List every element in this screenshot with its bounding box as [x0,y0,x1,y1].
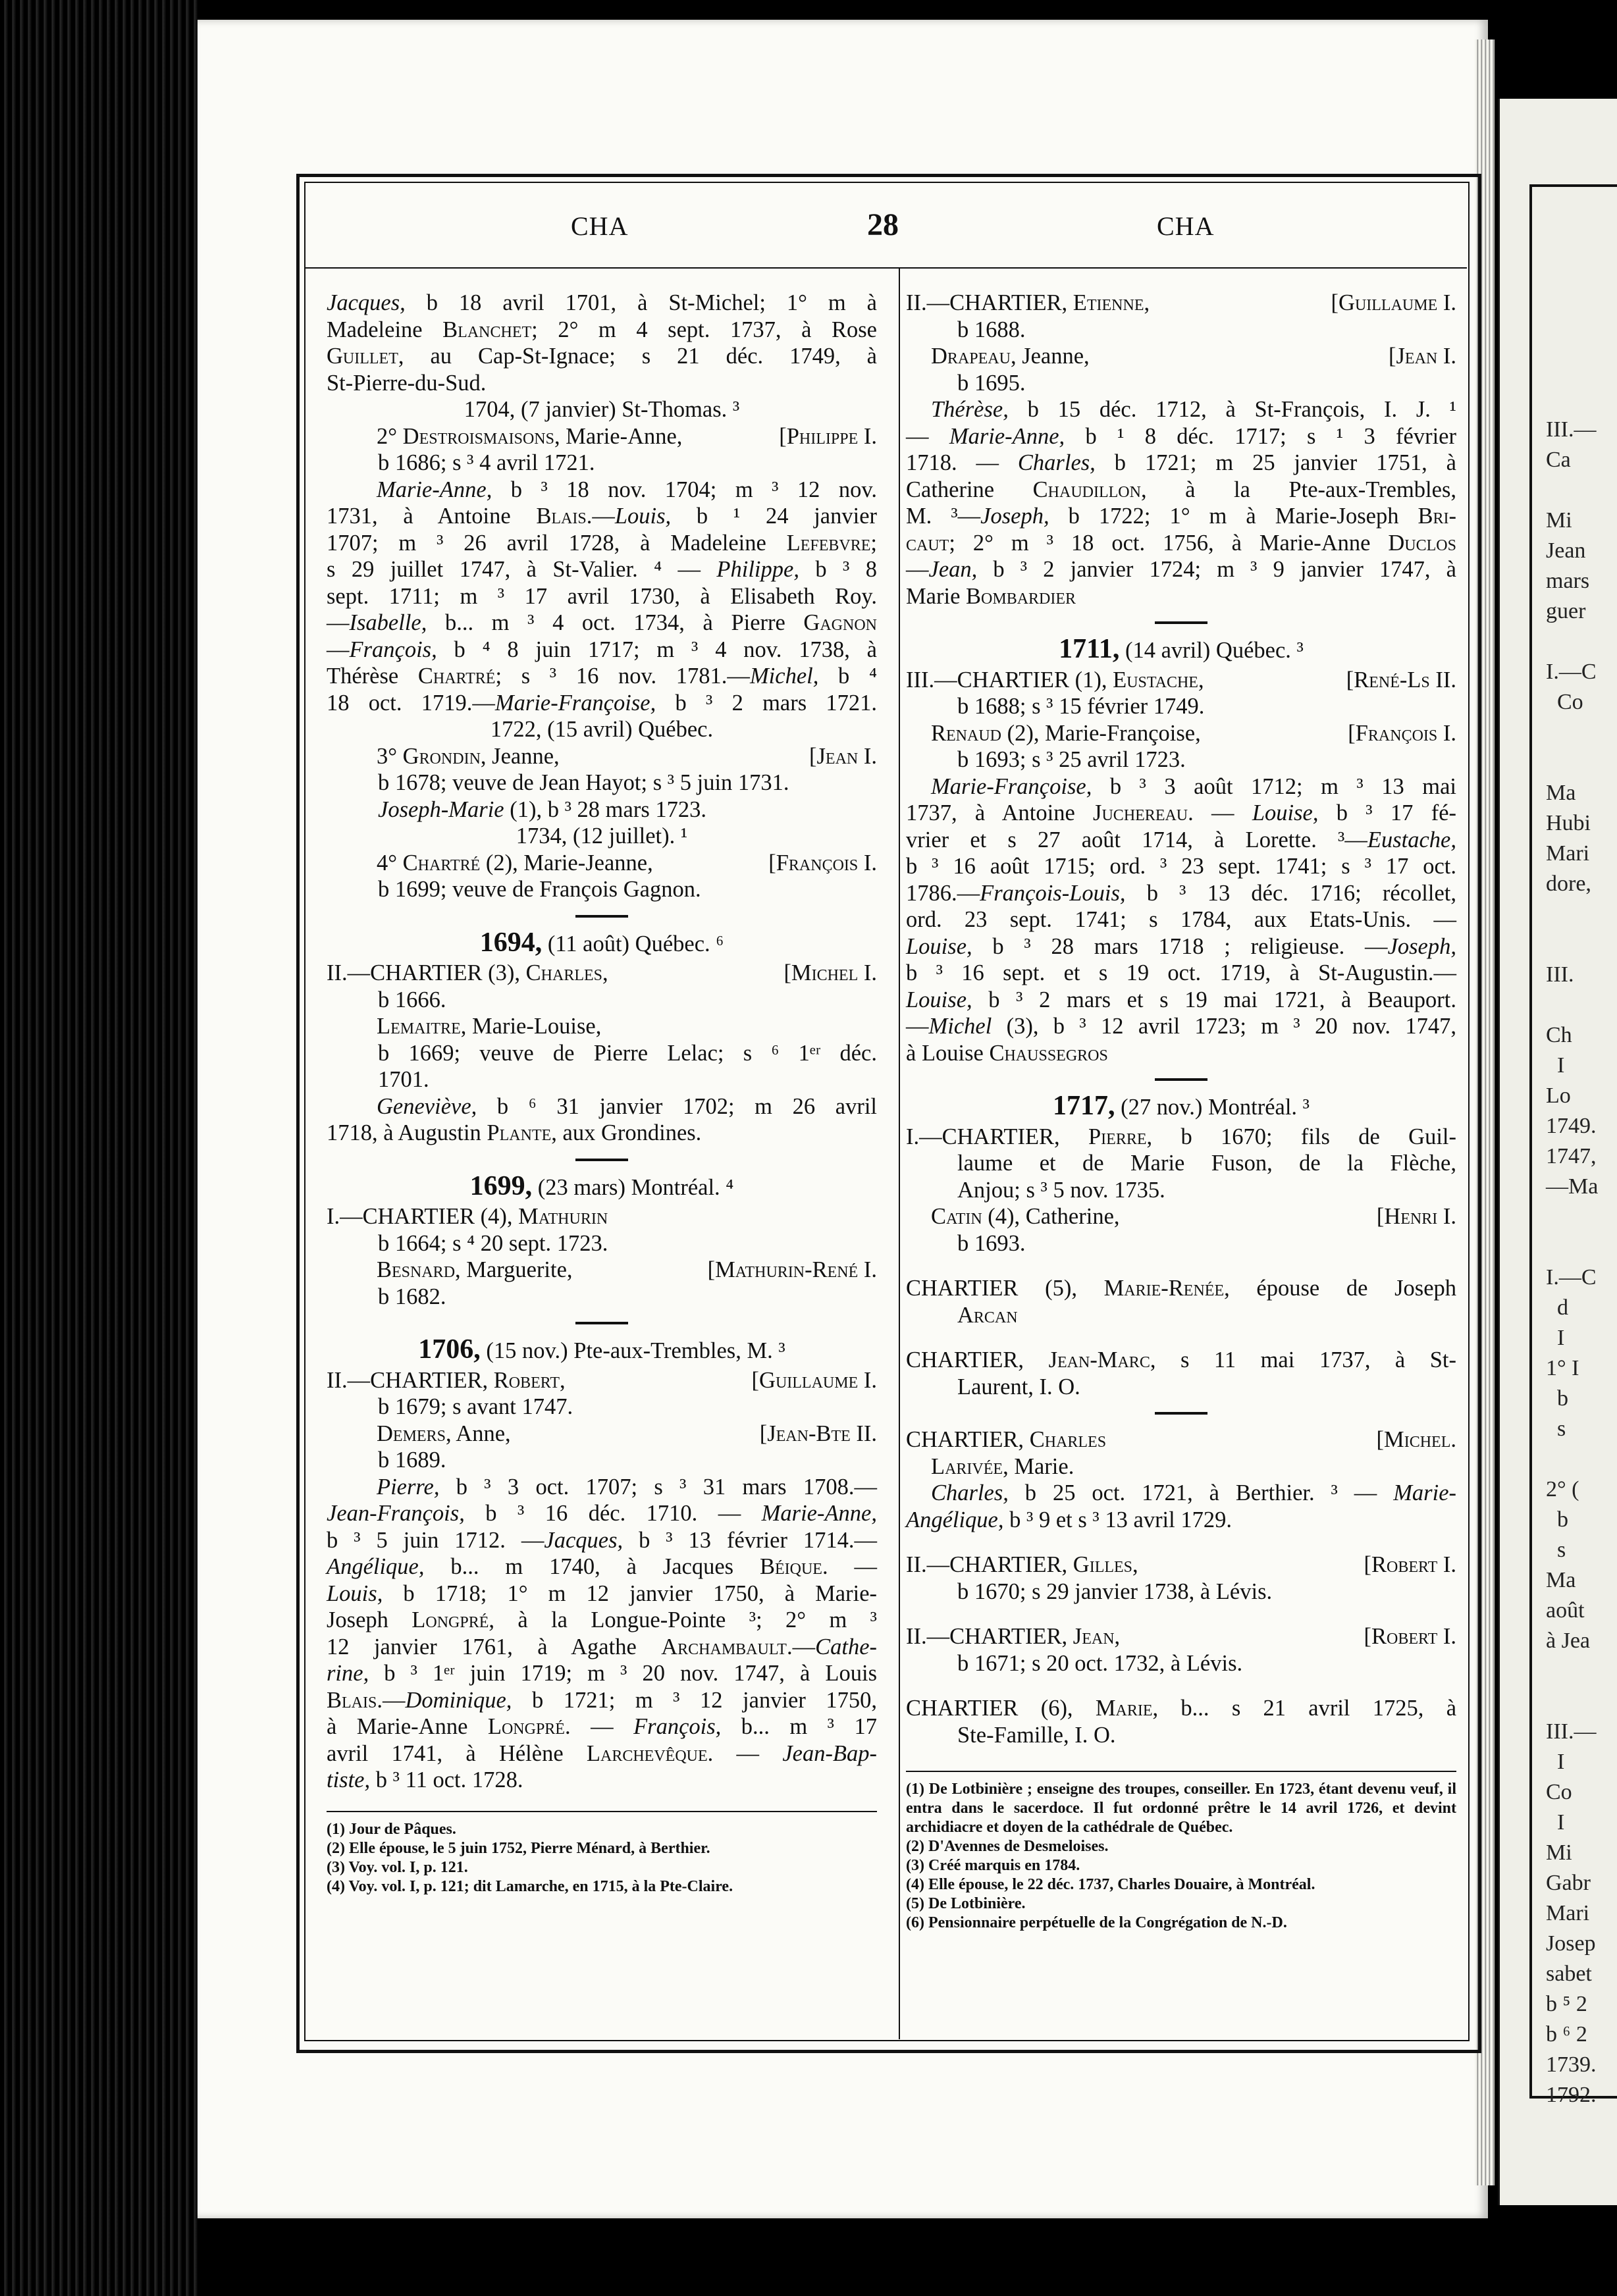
text-line: Blais.—Dominique, b 1721; m ³ 12 janvier 1750, [327,1687,877,1713]
text-line: 1737, à Antoine Juchereau. — Louise, b ³ 17 fé- [906,800,1457,825]
entry-robert-1706 [327,1336,877,1794]
text-line: tiste, b ³ 11 oct. 1728. [327,1767,523,1792]
spouse-heading: Demers, Anne, [Jean-Bte II. [377,1421,877,1446]
column-divider [899,269,900,2039]
year-heading: 1717, (27 nov.) Montréal. ³ [1052,1091,1310,1121]
text-line: b 1666. [378,987,446,1012]
text-line: s 29 juillet 1747, à St-Valier. ⁴ — Philippe, b ³ 8 [327,557,877,582]
text-line: Pierre, b ³ 3 oct. 1707; s ³ 31 mars 1708.— [377,1474,877,1500]
text-line: b 1671; s 20 oct. 1732, à Lévis. [957,1650,1243,1676]
year-heading: 1711, (14 avril) Québec. ³ [1059,634,1304,664]
text-line: 1718. — Charles, b 1721; m 25 janvier 1751, à [906,450,1456,475]
entry-continuation [327,290,877,903]
footnote: (3) Créé marquis en 1784. [906,1857,1080,1874]
text-line: Angélique, b ³ 9 et s ³ 13 avril 1729. [906,1507,1232,1532]
person-heading: III.—CHARTIER (1), Eustache, [René-Ls II. [906,667,1456,692]
text-line: b ³ 16 sept. et s 19 oct. 1719, à St-Augustin.— [906,960,1456,985]
person-heading: CHARTIER, Jean-Marc, s 11 mai 1737, à St- [906,1347,1457,1372]
text-line: b 1678; veuve de Jean Hayot; s ³ 5 juin 1731. [378,770,789,795]
text-line: Joseph Longpré, à la Longue-Pointe ³; 2° m ³ [327,1607,877,1632]
separator-rule [575,915,628,918]
entry-eustache-1711 [906,636,1456,1066]
footnote: (4) Voy. vol. I, p. 121; dit Lamarche, en 1715, à la Pte-Claire. [327,1877,733,1895]
text-line: 18 oct. 1719.—Marie-Françoise, b ³ 2 mars 1721. [327,690,878,716]
year-heading: 1706, (15 nov.) Pte-aux-Trembles, M. ³ [418,1334,785,1365]
text-line: St-Pierre-du-Sud. [327,370,487,396]
adjacent-page [1498,99,1617,2205]
footnote: (6) Pensionnaire perpétuelle de la Congrégation de N.-D. [906,1914,1287,1931]
footnotes-left [327,1820,877,1896]
text-line: rine, b ³ 1ᵉʳ juin 1719; m ³ 20 nov. 1747, à Louis [327,1661,877,1686]
text-line: b 1669; veuve de Pierre Lelac; s ⁶ 1ᵉʳ déc. [378,1040,877,1066]
entry-jean-marc [906,1347,1456,1400]
text-line: b 1670; s 29 janvier 1738, à Lévis. [957,1578,1273,1604]
footnote: (2) D'Avennes de Desmeloises. [906,1838,1109,1855]
left-column [327,290,877,1896]
text-line: Geneviève, b ⁶ 31 janvier 1702; m 26 avril [377,1093,877,1119]
text-line: b 1688. [957,317,1026,342]
text-line: Louise, b ³ 28 mars 1718 ; religieuse. —Joseph, [906,933,1456,959]
footnote: (3) Voy. vol. I, p. 121. [327,1858,468,1876]
spouse-heading: Besnard, Marguerite, [Mathurin-René I. [377,1257,877,1282]
text-line: Marie Bombardier [906,583,1076,609]
text-line: Angélique, b... m 1740, à Jacques Béique. — [327,1554,877,1579]
entry-marie [906,1695,1456,1748]
text-line: b 1693; s ³ 25 avril 1723. [957,747,1186,772]
person-heading: II.—CHARTIER, Gilles, [Robert I. [906,1552,1456,1577]
header-right: CHA [1157,211,1215,241]
text-line: Laurent, I. O. [957,1374,1080,1399]
footnote: (4) Elle épouse, le 22 déc. 1737, Charles Douaire, à Montréal. [906,1876,1315,1893]
adjacent-page-text: III.— Ca Mi Jean mars guer I.—C Co Ma Hubi Mari dore, III. Ch I Lo 1749. 1747, —Ma I.—C d I 1° I b s 2° ( b s Ma août à Jea III.— I Co I Mi Gabr Mari Josep sabet b ⁵ 2 b ⁶ 2 1739. 1792. [1546,417,1599,2107]
text-line: à Louise Chaussegros [906,1040,1108,1066]
footnote: (1) Jour de Pâques. [327,1820,456,1838]
entry-marie-renee [906,1275,1456,1328]
text-line: —François, b ⁴ 8 juin 1717; m ³ 4 nov. 1738, à [327,637,877,662]
text-line: Madeleine Blanchet; 2° m 4 sept. 1737, à Rose [327,317,877,342]
text-line: Jean-François, b ³ 16 déc. 1710. — Marie-Anne, [327,1501,877,1526]
spouse-heading: 2° Destroismaisons, Marie-Anne, [Philippe I. [377,423,877,449]
entry-mathurin-1699 [327,1170,877,1311]
text-line: Louis, b 1718; 1° m 12 janvier 1750, à Marie- [327,1580,877,1606]
entry-etienne [906,290,1456,610]
person-heading: I.—CHARTIER, Pierre, b 1670; fils de Guil- [906,1124,1456,1149]
spouse-heading: Larivée, Marie. [931,1453,1074,1479]
text-line: Marie-Anne, b ³ 18 nov. 1704; m ³ 12 nov. [377,477,877,502]
text-line: Anjou; s ³ 5 nov. 1735. [957,1177,1165,1203]
spouse-heading: Catin (4), Catherine, [Henri I. [931,1204,1456,1229]
text-line: b ³ 5 juin 1712. —Jacques, b ³ 13 février 1714.— [327,1527,877,1553]
text-line: laume et de Marie Fuson, de la Flèche, [957,1151,1456,1176]
text-line: ord. 23 sept. 1741; s 1784, aux Etats-Unis. — [906,907,1456,932]
person-heading: CHARTIER (5), Marie-Renée, épouse de Joseph [906,1276,1457,1301]
entry-gilles [906,1552,1456,1605]
entry-pierre-1717 [906,1093,1456,1257]
text-line: —Isabelle, b... m ³ 4 oct. 1734, à Pierre Gagnon [327,610,877,635]
spouse-heading: 3° Grondin, Jeanne, [Jean I. [377,743,877,769]
text-line: 1707; m ³ 26 avril 1728, à Madeleine Lefebvre; [327,530,877,556]
text-line: b 1686; s ³ 4 avril 1721. [378,450,595,475]
text-line: 1786.—François-Louis, b ³ 13 déc. 1716; récollet, [906,880,1456,906]
text-line: b 1664; s ⁴ 20 sept. 1723. [378,1230,608,1256]
marriage-date: 1704, (7 janvier) St-Thomas. ³ [464,397,740,422]
text-line: Joseph-Marie (1), b ³ 28 mars 1723. [378,796,706,822]
page-number: 28 [867,207,899,242]
text-line: sept. 1711; m ³ 17 avril 1730, à Elisabeth Roy. [327,583,877,609]
text-line: Thérèse Chartré; s ³ 16 nov. 1781.—Michel, b ⁴ [327,664,877,689]
footnotes-right [906,1780,1456,1933]
separator-rule [1155,1078,1207,1081]
person-heading: II.—CHARTIER, Robert, [Guillaume I. [327,1367,877,1393]
person-heading: II.—CHARTIER (3), Charles, [Michel I. [327,960,877,985]
text-line: Catherine Chaudillon, à la Pte-aux-Trembles, [906,477,1456,502]
text-line: Arcan [957,1302,1018,1328]
text-line: 1718, à Augustin Plante, aux Grondines. [327,1120,702,1145]
separator-rule [1155,1412,1207,1415]
text-line: M. ³—Joseph, b 1722; 1° m à Marie-Joseph Bri- [906,504,1456,529]
text-line: — Marie-Anne, b ¹ 8 déc. 1717; s ¹ 3 février [906,423,1456,449]
year-heading: 1699, (23 mars) Montréal. ⁴ [469,1170,734,1201]
text-line: vrier et s 27 août 1714, à Lorette. ³—Eustache, [906,827,1456,852]
marriage-date: 1734, (12 juillet). ¹ [516,823,688,848]
text-line: —Jean, b ³ 2 janvier 1724; m ³ 9 janvier 1747, à [906,557,1456,582]
footnote-rule [906,1771,1456,1772]
spouse-heading: Lemaitre, Marie-Louise, [377,1014,602,1039]
entry-charles-1694 [327,929,877,1147]
text-line: b 1689. [378,1448,446,1473]
footnote-rule [327,1811,877,1812]
person-heading: CHARTIER, Charles [Michel. [906,1427,1456,1452]
text-line: 1731, à Antoine Blais.—Louis, b ¹ 24 janvier [327,504,877,529]
header-rule [304,267,1467,269]
person-heading: I.—CHARTIER (4), Mathurin [327,1204,608,1229]
header-left: CHA [571,211,629,241]
entry-charles [906,1426,1456,1533]
text-line: Thérèse, b 15 déc. 1712, à St-François, I. J. ¹ [931,397,1456,422]
text-line: b ³ 16 août 1715; ord. ³ 23 sept. 1741; s ³ 17 oct. [906,854,1456,879]
spouse-heading: 4° Chartré (2), Marie-Jeanne, [François I. [377,850,877,875]
text-line: 1701. [378,1067,429,1092]
year-heading: 1694, (11 août) Québec. ⁶ [479,927,724,958]
text-line: caut; 2° m ³ 18 oct. 1756, à Marie-Anne Duclos [906,530,1456,556]
entry-jean [906,1623,1456,1677]
text-line: —Michel (3), b ³ 12 avril 1723; m ³ 20 nov. 1747, [906,1014,1456,1039]
person-heading: II.—CHARTIER, Jean, [Robert I. [906,1624,1456,1649]
text-line: 12 janvier 1761, à Agathe Archambault.—Cathe- [327,1634,877,1659]
text-line: Guillet, au Cap-St-Ignace; s 21 déc. 1749, à [327,344,877,369]
text-line: avril 1741, à Hélène Larchevêque. — Jean-Bap- [327,1740,877,1766]
marriage-date: 1722, (15 avril) Québec. [490,717,714,742]
separator-rule [575,1159,628,1161]
running-header [304,207,1467,257]
text-line: Ste-Famille, I. O. [957,1722,1116,1748]
footnote: (5) De Lotbinière. [906,1895,1026,1912]
footnote: (1) De Lotbinière ; enseigne des troupes, conseiller. En 1723, étant devenu veuf, il entra dans le sacerdoce. Il fut ordonné prêtre le 14 avril 1726, et devint archidiacre et doyen de la cathédrale de Québec. [906,1781,1456,1836]
person-heading: II.—CHARTIER, Etienne, [Guillaume I. [906,290,1456,315]
person-heading: CHARTIER (6), Marie, b... s 21 avril 1725, à [906,1696,1457,1721]
footnote: (2) Elle épouse, le 5 juin 1752, Pierre Ménard, à Berthier. [327,1839,710,1857]
spouse-heading: Renaud (2), Marie-Françoise, [François I. [931,720,1456,746]
separator-rule [1155,621,1207,624]
right-column [906,290,1456,1933]
text-line: Jacques, b 18 avril 1701, à St-Michel; 1° m à [327,290,877,315]
book-binding [0,0,198,2296]
separator-rule [575,1322,628,1324]
text-line: à Marie-Anne Longpré. — François, b... m ³ 17 [327,1714,877,1739]
text-line: Charles, b 25 oct. 1721, à Berthier. ³ — Marie- [931,1480,1456,1505]
text-line: b 1682. [378,1284,446,1309]
text-line: b 1688; s ³ 15 février 1749. [957,694,1205,719]
text-line: b 1695. [957,370,1026,396]
text-line: b 1679; s avant 1747. [378,1394,573,1419]
text-line: Louise, b ³ 2 mars et s 19 mai 1721, à Beauport. [906,987,1456,1012]
text-line: b 1693. [957,1230,1026,1256]
spouse-heading: Drapeau, Jeanne, [Jean I. [931,344,1456,369]
text-line: b 1699; veuve de François Gagnon. [378,877,701,902]
text-line: Marie-Françoise, b ³ 3 août 1712; m ³ 13 mai [931,773,1456,799]
